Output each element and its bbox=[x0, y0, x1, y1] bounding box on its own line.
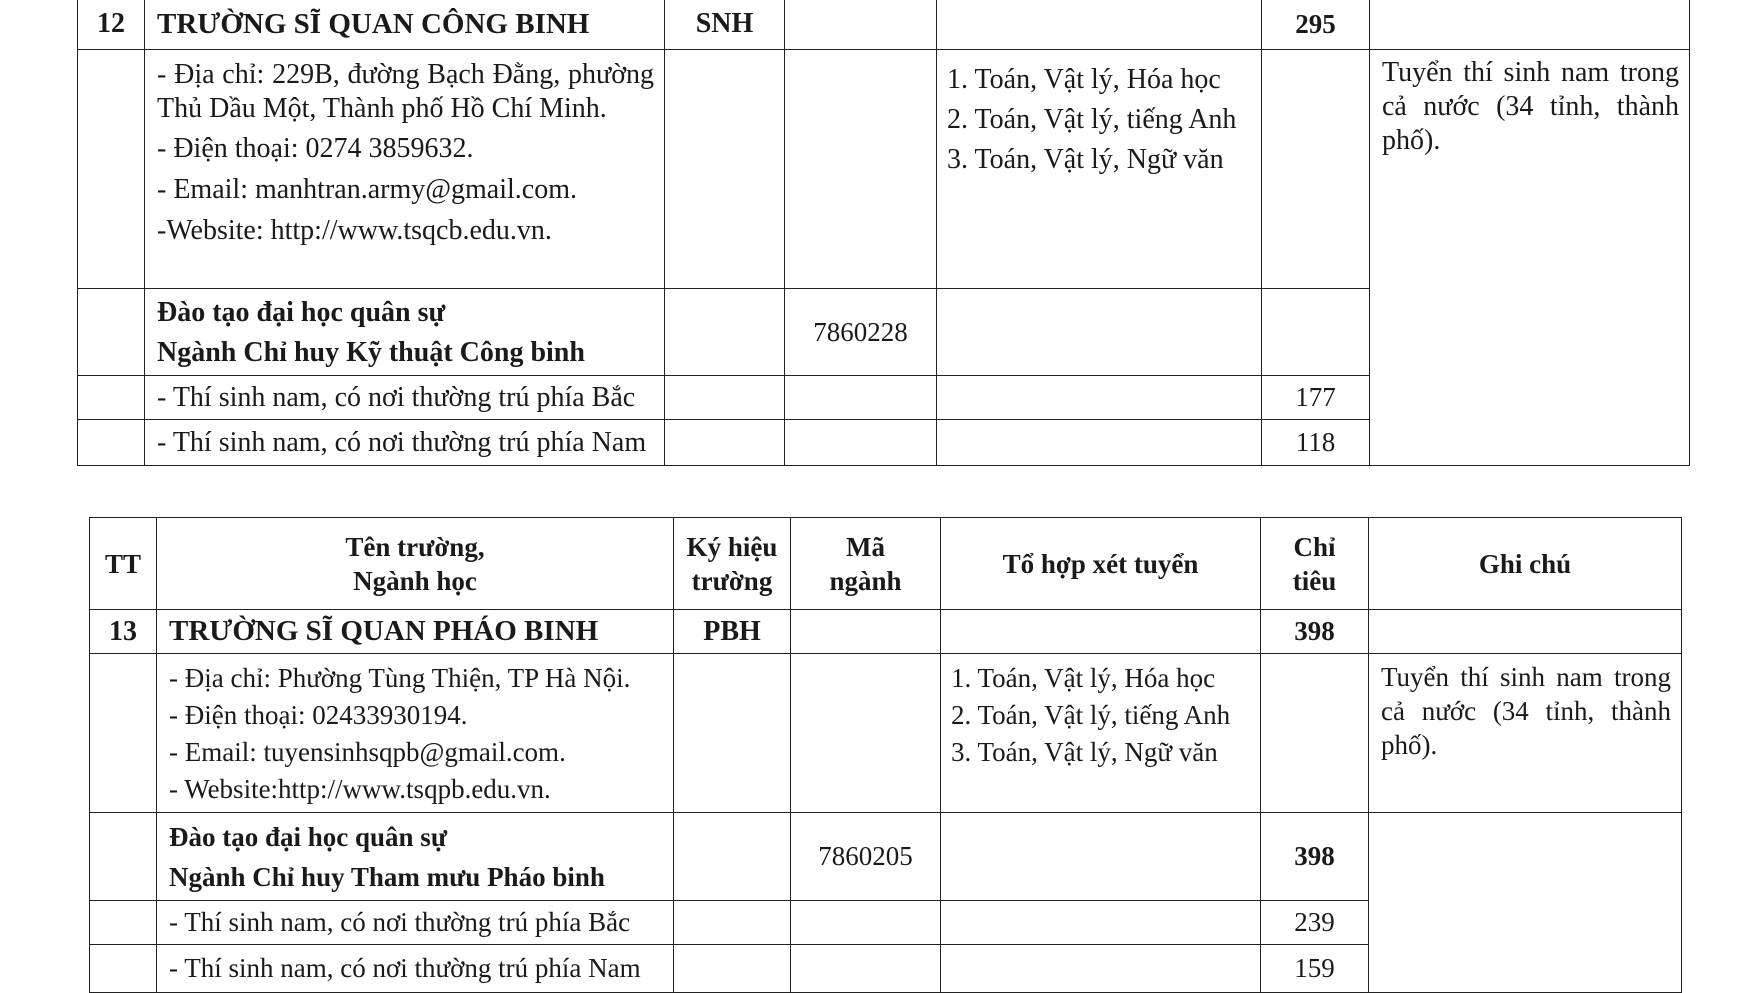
school-address: - Địa chỉ: Phường Tùng Thiện, TP Hà Nội. bbox=[169, 663, 631, 693]
school-symbol: SNH bbox=[665, 0, 785, 50]
header-code-line-2: ngành bbox=[829, 565, 902, 596]
empty-cell bbox=[90, 813, 157, 901]
empty-cell bbox=[674, 654, 791, 813]
school-name: TRƯỜNG SĨ QUAN CÔNG BINH bbox=[145, 0, 665, 50]
admission-table-school-12 bbox=[77, 0, 1690, 466]
program-title bbox=[157, 813, 674, 901]
empty-cell bbox=[78, 420, 145, 466]
empty-cell bbox=[1261, 654, 1369, 813]
header-school bbox=[157, 518, 674, 610]
school-code-cell bbox=[785, 0, 937, 50]
school-combo-cell bbox=[937, 0, 1262, 50]
quota-value: 159 bbox=[1261, 945, 1369, 993]
table-header-row bbox=[90, 518, 1682, 610]
combo-item: 1. Toán, Vật lý, Hóa học bbox=[947, 64, 1221, 95]
header-symbol-line-2: trường bbox=[691, 565, 773, 596]
program-name: Ngành Chỉ huy Tham mưu Pháo binh bbox=[169, 862, 605, 892]
program-row bbox=[90, 813, 1682, 901]
header-quota-line-1: Chỉ bbox=[1293, 531, 1336, 562]
header-quota bbox=[1261, 518, 1369, 610]
header-quota-line-2: tiêu bbox=[1292, 565, 1337, 596]
combo-item: 2. Toán, Vật lý, tiếng Anh bbox=[947, 104, 1237, 135]
school-note-cell bbox=[1370, 0, 1690, 50]
empty-cell bbox=[674, 901, 791, 945]
school-code-cell bbox=[791, 610, 941, 654]
school-website: -Website: http://www.tsqcb.edu.vn. bbox=[157, 215, 552, 246]
empty-cell bbox=[937, 289, 1262, 376]
school-row bbox=[78, 0, 1690, 50]
empty-cell bbox=[941, 813, 1261, 901]
header-school-line-2: Ngành học bbox=[353, 565, 477, 596]
school-note-cell bbox=[1369, 610, 1682, 654]
combo-item: 3. Toán, Vật lý, Ngữ văn bbox=[951, 737, 1218, 767]
admission-combos bbox=[941, 654, 1261, 813]
empty-cell bbox=[937, 420, 1262, 466]
empty-cell bbox=[78, 376, 145, 420]
empty-cell bbox=[785, 420, 937, 466]
school-website: - Website:http://www.tsqpb.edu.vn. bbox=[169, 774, 551, 804]
school-quota: 398 bbox=[1261, 610, 1369, 654]
quota-value: 177 bbox=[1262, 376, 1370, 420]
school-quota: 295 bbox=[1262, 0, 1370, 50]
empty-cell bbox=[791, 901, 941, 945]
empty-cell bbox=[937, 376, 1262, 420]
school-symbol: PBH bbox=[674, 610, 791, 654]
school-info-row bbox=[78, 50, 1690, 289]
empty-cell bbox=[941, 945, 1261, 993]
header-symbol bbox=[674, 518, 791, 610]
header-note: Ghi chú bbox=[1369, 518, 1682, 610]
school-email: - Email: manhtran.army@gmail.com. bbox=[157, 174, 577, 205]
combo-item: 3. Toán, Vật lý, Ngữ văn bbox=[947, 144, 1224, 175]
empty-cell bbox=[1262, 50, 1370, 289]
school-name: TRƯỜNG SĨ QUAN PHÁO BINH bbox=[157, 610, 674, 654]
school-number: 12 bbox=[78, 0, 145, 50]
empty-cell bbox=[674, 813, 791, 901]
combo-item: 1. Toán, Vật lý, Hóa học bbox=[951, 663, 1216, 693]
empty-cell bbox=[665, 376, 785, 420]
header-school-line-1: Tên trường, bbox=[345, 531, 485, 562]
empty-cell bbox=[90, 654, 157, 813]
empty-cell bbox=[90, 901, 157, 945]
school-email: - Email: tuyensinhsqpb@gmail.com. bbox=[169, 737, 566, 767]
header-symbol-line-1: Ký hiệu bbox=[686, 531, 778, 562]
program-line-1: Đào tạo đại học quân sự bbox=[169, 822, 448, 852]
quota-label: - Thí sinh nam, có nơi thường trú phía Nam bbox=[157, 945, 674, 993]
program-quota bbox=[1262, 289, 1370, 376]
empty-cell bbox=[674, 945, 791, 993]
empty-cell bbox=[665, 420, 785, 466]
school-info-row bbox=[90, 654, 1682, 813]
combo-item: 2. Toán, Vật lý, tiếng Anh bbox=[951, 700, 1231, 730]
program-note-cell bbox=[1369, 813, 1682, 993]
empty-cell bbox=[665, 50, 785, 289]
empty-cell bbox=[791, 654, 941, 813]
header-code bbox=[791, 518, 941, 610]
admission-table-school-13 bbox=[89, 517, 1682, 993]
school-contact-info bbox=[157, 654, 674, 813]
quota-value: 118 bbox=[1262, 420, 1370, 466]
empty-cell bbox=[78, 50, 145, 289]
school-number: 13 bbox=[90, 610, 157, 654]
header-code-line-1: Mã bbox=[846, 531, 885, 562]
empty-cell bbox=[665, 289, 785, 376]
admission-combos bbox=[937, 50, 1262, 289]
empty-cell bbox=[78, 289, 145, 376]
quota-label: - Thí sinh nam, có nơi thường trú phía Nam bbox=[145, 420, 665, 466]
program-title bbox=[145, 289, 665, 376]
program-line-1: Đào tạo đại học quân sự bbox=[157, 297, 446, 328]
program-code: 7860228 bbox=[785, 289, 937, 376]
school-row bbox=[90, 610, 1682, 654]
empty-cell bbox=[785, 50, 937, 289]
quota-label: - Thí sinh nam, có nơi thường trú phía Bắc bbox=[145, 376, 665, 420]
school-contact-info bbox=[145, 50, 665, 289]
school-phone: - Điện thoại: 02433930194. bbox=[169, 700, 468, 730]
school-note: Tuyển thí sinh nam trong cả nước (34 tỉnh, thành phố). bbox=[1370, 50, 1690, 466]
header-combo: Tổ hợp xét tuyển bbox=[941, 518, 1261, 610]
school-combo-cell bbox=[941, 610, 1261, 654]
header-tt: TT bbox=[90, 518, 157, 610]
program-name: Ngành Chỉ huy Kỹ thuật Công binh bbox=[157, 337, 585, 368]
school-address: - Địa chỉ: 229B, đường Bạch Đằng, phường Thủ Dầu Một, Thành phố Hồ Chí Minh. bbox=[157, 59, 654, 124]
school-note: Tuyển thí sinh nam trong cả nước (34 tỉnh, thành phố). bbox=[1369, 654, 1682, 813]
quota-value: 239 bbox=[1261, 901, 1369, 945]
empty-cell bbox=[90, 945, 157, 993]
empty-cell bbox=[941, 901, 1261, 945]
empty-cell bbox=[785, 376, 937, 420]
school-phone: - Điện thoại: 0274 3859632. bbox=[157, 133, 474, 164]
empty-cell bbox=[791, 945, 941, 993]
program-quota: 398 bbox=[1261, 813, 1369, 901]
program-code: 7860205 bbox=[791, 813, 941, 901]
quota-label: - Thí sinh nam, có nơi thường trú phía Bắc bbox=[157, 901, 674, 945]
